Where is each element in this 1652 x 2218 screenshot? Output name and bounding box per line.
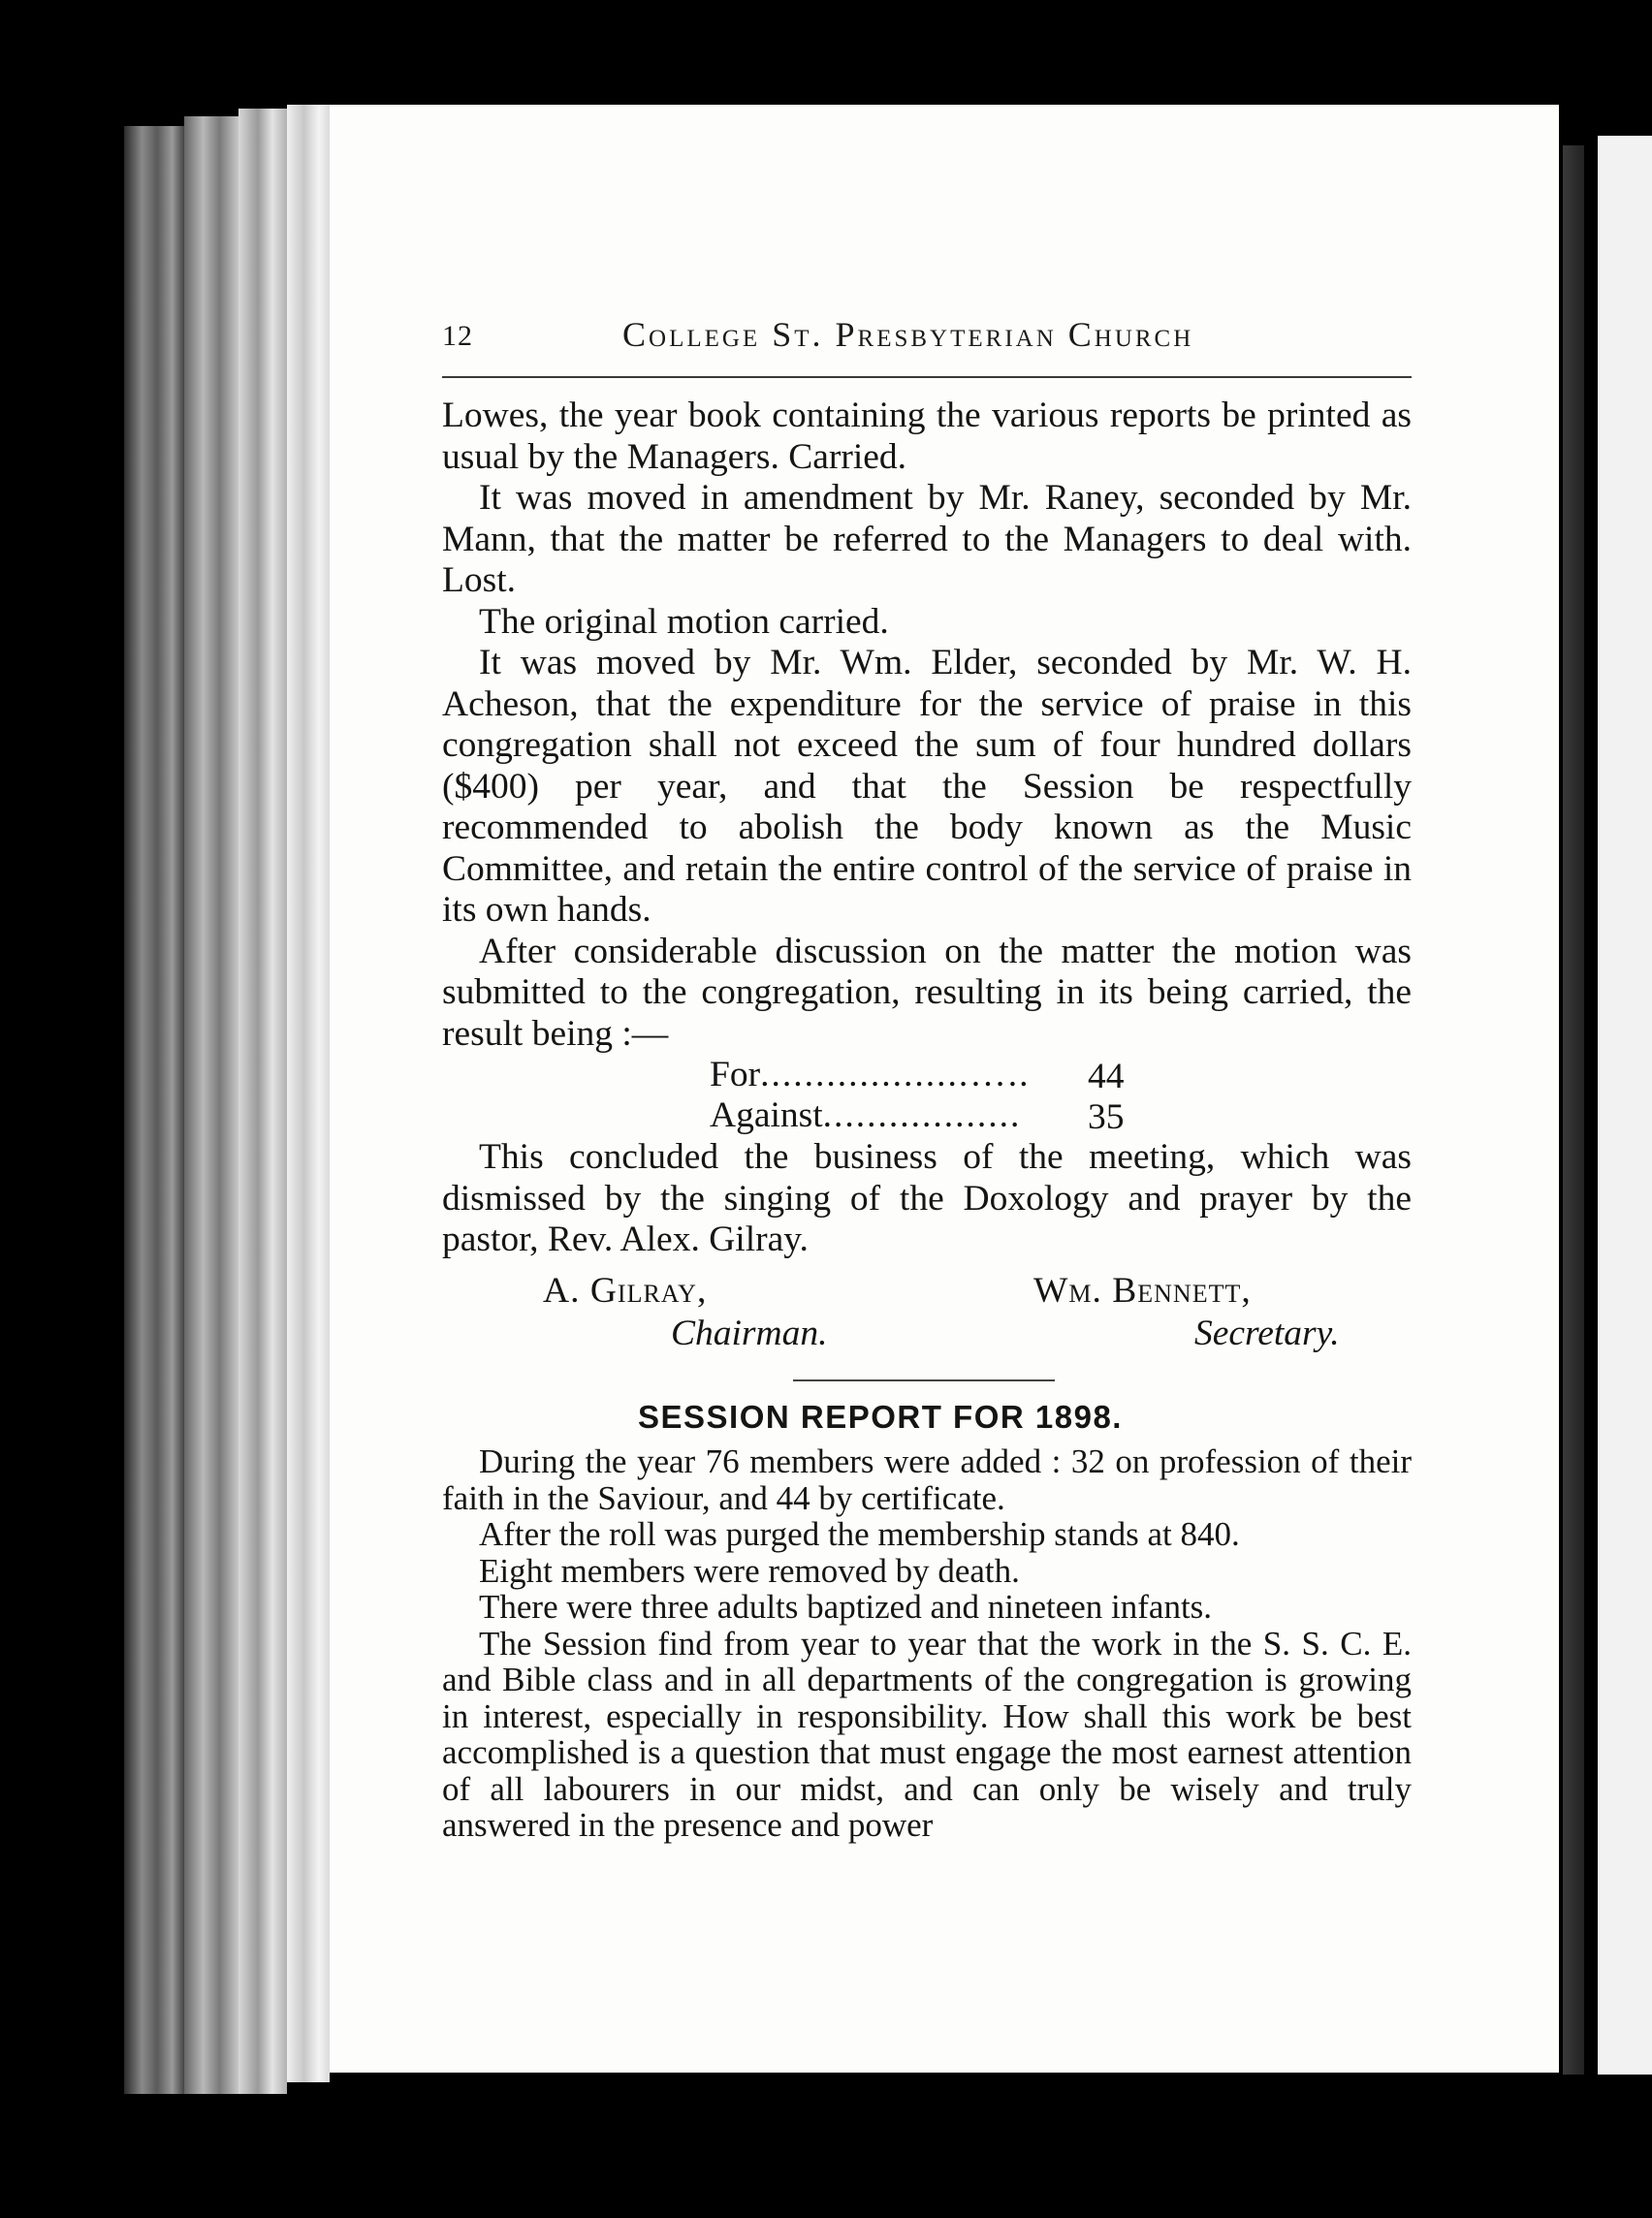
paragraph: During the year 76 members were added : 32 on profession of their faith in the Saviour, and 44 by certificate. xyxy=(442,1442,1412,1517)
page-edge-strip xyxy=(184,116,238,2094)
leader-dots: .................. xyxy=(822,1095,1022,1135)
page-edge-strip xyxy=(238,109,287,2094)
paragraph: It was moved by Mr. Wm. Elder, seconded by Mr. W. H. Acheson, that the expenditure for the service of praise in this congregation shall not exceed the sum of four hundred dollars ($400) per year, and that the Session be respectfully recommended to abolish the body known as the Music Committee, and retain the entire control of the service of praise in its own hands. xyxy=(442,643,1412,930)
paragraph: This concluded the business of the meeting, which was dismissed by the singing of the Doxology and prayer by the pastor, Rev. Alex. Gilray. xyxy=(442,1137,1412,1259)
paragraph: It was moved in amendment by Mr. Raney, seconded by Mr. Mann, that the matter be referred to the Managers to deal with. Lost. xyxy=(442,478,1412,600)
page-number: 12 xyxy=(442,320,473,352)
paragraph: After considerable discussion on the matter the motion was submitted to the congregation, resulting in its being carried, the result being :— xyxy=(442,931,1412,1054)
paragraph: After the roll was purged the membership stands at 840. xyxy=(479,1515,1240,1553)
leader-dots: ...................….. xyxy=(760,1055,1031,1094)
chairman-title: Chairman. xyxy=(671,1313,828,1353)
paragraph: Eight members were removed by death. xyxy=(479,1551,1020,1590)
paragraph: Lowes, the year book containing the various reports be printed as usual by the Managers. Carried. xyxy=(442,396,1412,477)
opposite-page-edge xyxy=(1563,145,1584,2075)
paragraph: There were three adults baptized and nineteen infants. xyxy=(479,1588,1213,1626)
page-edge-strip xyxy=(124,126,184,2094)
page-header xyxy=(442,306,1412,364)
section-rule xyxy=(793,1379,1055,1381)
vote-tally xyxy=(442,1055,1412,1137)
secretary-name: Wm. Bennett, xyxy=(1033,1270,1252,1311)
vote-row-for xyxy=(710,1055,1125,1096)
paragraph: The Session find from year to year that the work in the S. S. C. E. and Bible class and in all departments of the congregation is growing in interest, especially in responsibility. How shall this work be best accomplished is a question that must engage the most earnest attention of all labourers in our midst, and can only be wisely and truly answered in the presence and power xyxy=(442,1624,1412,1844)
section-heading: SESSION REPORT FOR 1898. xyxy=(638,1398,1123,1435)
header-rule xyxy=(442,376,1412,378)
chairman-name: A. Gilray, xyxy=(543,1270,708,1311)
paragraph: The original motion carried. xyxy=(479,601,889,642)
book-page xyxy=(330,105,1559,2073)
page-body xyxy=(442,396,1412,1844)
vote-label: Against xyxy=(710,1095,823,1135)
secretary-title: Secretary. xyxy=(1194,1313,1340,1353)
running-title: College St. Presbyterian Church xyxy=(622,315,1194,354)
opposite-page-sliver xyxy=(1598,136,1652,2075)
page-edge-strip xyxy=(287,105,330,2082)
vote-count: 35 xyxy=(1088,1097,1125,1137)
vote-row-against xyxy=(710,1095,1125,1137)
vote-count: 44 xyxy=(1088,1057,1125,1096)
signature-block xyxy=(442,1271,1412,1358)
vote-label: For xyxy=(710,1055,761,1094)
